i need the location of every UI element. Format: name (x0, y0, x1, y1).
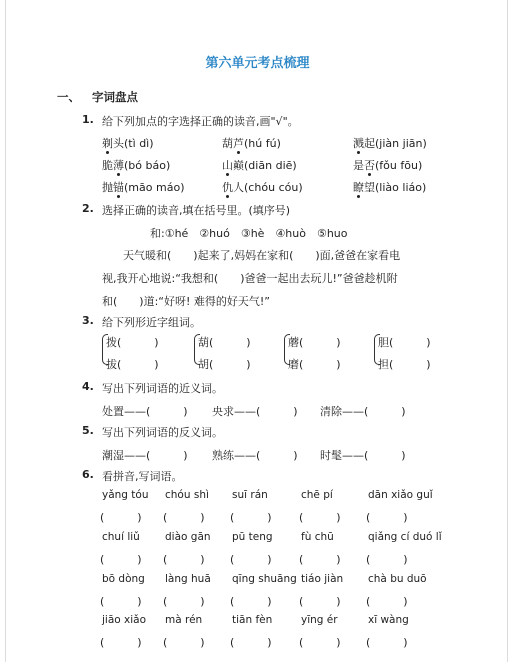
pinyin-label: làng huā (165, 573, 211, 585)
q3-word: 胆( ) (378, 336, 431, 349)
pinyin-label: chē pí (301, 489, 333, 501)
pinyin-label: chuí liǔ (102, 531, 140, 543)
q5-item: 熟练——( ) (212, 449, 298, 462)
answer-blank: ( ) (100, 636, 142, 649)
q4-text: 写出下列词语的近义词。 (102, 382, 223, 395)
q1-item: 仇人(chóu cóu) (222, 181, 303, 194)
q4-item: 央求——( ) (212, 405, 298, 418)
pinyin-label: tiáo jiàn (301, 573, 344, 585)
pinyin-label: bō dòng (102, 573, 145, 585)
q1-item: 脆薄(bó báo) (102, 159, 171, 172)
q4-number: 4. (82, 380, 94, 393)
answer-blank: ( ) (299, 595, 341, 608)
pinyin-label: chà bu duō (368, 573, 427, 585)
pinyin-label: suī rán (232, 489, 268, 501)
q1-item: 溅起(jiàn jiān) (353, 137, 427, 150)
q6-text: 看拼音,写词语。 (102, 470, 183, 483)
q1-item: 葫芦(hú fú) (222, 137, 281, 150)
q4-item: 处置——( ) (102, 405, 188, 418)
q4-item: 清除——( ) (320, 405, 406, 418)
q5-text: 写出下列词语的反义词。 (102, 426, 223, 439)
q3-word: 胡( ) (198, 358, 251, 371)
q2-options: 和:①hé ②huó ③hè ④huò ⑤huo (150, 227, 348, 240)
q3-word: 蘑( ) (288, 336, 341, 349)
q3-word: 拨( ) (106, 336, 159, 349)
q3-word: 拔( ) (106, 358, 159, 371)
pinyin-label: pū teng (232, 531, 273, 543)
answer-blank: ( ) (230, 553, 272, 566)
q3-text: 给下列形近字组词。 (102, 316, 201, 329)
answer-blank: ( ) (100, 595, 142, 608)
answer-blank: ( ) (299, 511, 341, 524)
pinyin-label: tiān fèn (232, 614, 273, 626)
section-heading (57, 89, 138, 105)
q2-text: 选择正确的读音,填在括号里。(填序号) (102, 204, 291, 217)
q2-number: 2. (82, 202, 94, 215)
page-edge-left (5, 0, 6, 662)
answer-blank: ( ) (163, 511, 205, 524)
q3-word: 磨( ) (288, 358, 341, 371)
q1-item: 抛锚(māo máo) (102, 181, 185, 194)
q1-item: 山巅(diān diē) (222, 159, 297, 172)
q5-item: 潮湿——( ) (102, 449, 188, 462)
q1-item: 是否(fǒu fōu) (353, 159, 423, 172)
answer-blank: ( ) (366, 553, 408, 566)
pinyin-label: yǎng tóu (102, 489, 149, 501)
answer-blank: ( ) (100, 511, 142, 524)
pinyin-label: chóu shì (165, 489, 209, 501)
q2-para-line: 天气暖和( )起来了,妈妈在家和( )面,爸爸在家看电 (123, 249, 401, 262)
answer-blank: ( ) (230, 511, 272, 524)
q1-number: 1. (82, 113, 94, 126)
pinyin-label: xī wàng (368, 614, 409, 626)
q1-item: 剃头(tì dì) (102, 137, 154, 150)
section-number: 一、 (57, 90, 80, 104)
pinyin-label: dān xiǎo guǐ (368, 489, 433, 501)
pinyin-label: fù chū (301, 531, 334, 543)
q3-number: 3. (82, 314, 94, 327)
q3-word: 葫( ) (198, 336, 251, 349)
answer-blank: ( ) (163, 595, 205, 608)
pinyin-label: jiāo xiǎo (102, 614, 147, 626)
section-label: 字词盘点 (92, 90, 139, 104)
answer-blank: ( ) (366, 636, 408, 649)
q1-text: 给下列加点的字选择正确的读音,画"√"。 (102, 115, 299, 128)
answer-blank: ( ) (299, 636, 341, 649)
answer-blank: ( ) (163, 636, 205, 649)
q5-item: 时髦——( ) (320, 449, 406, 462)
pinyin-label: qīng shuāng (232, 573, 297, 585)
pinyin-label: yīng ér (301, 614, 338, 626)
answer-blank: ( ) (163, 553, 205, 566)
q1-item: 瞭望(liào liáo) (353, 181, 427, 194)
answer-blank: ( ) (366, 511, 408, 524)
pinyin-label: qiǎng cí duó lǐ (368, 531, 442, 543)
pinyin-label: mà rén (165, 614, 203, 626)
page-edge-right (507, 0, 508, 662)
answer-blank: ( ) (230, 636, 272, 649)
pinyin-label: diào gān (165, 531, 211, 543)
answer-blank: ( ) (100, 553, 142, 566)
answer-blank: ( ) (299, 553, 341, 566)
q2-para-line: 视,我开心地说:“我想和( )爸爸一起出去玩儿!”爸爸趁机附 (102, 272, 398, 285)
q6-number: 6. (82, 468, 94, 481)
q2-para-line: 和( )道:“好呀! 难得的好天气!” (102, 295, 271, 308)
page-title: 第六单元考点梳理 (205, 56, 310, 71)
q3-word: 担( ) (378, 358, 431, 371)
q5-number: 5. (82, 424, 94, 437)
answer-blank: ( ) (230, 595, 272, 608)
answer-blank: ( ) (366, 595, 408, 608)
